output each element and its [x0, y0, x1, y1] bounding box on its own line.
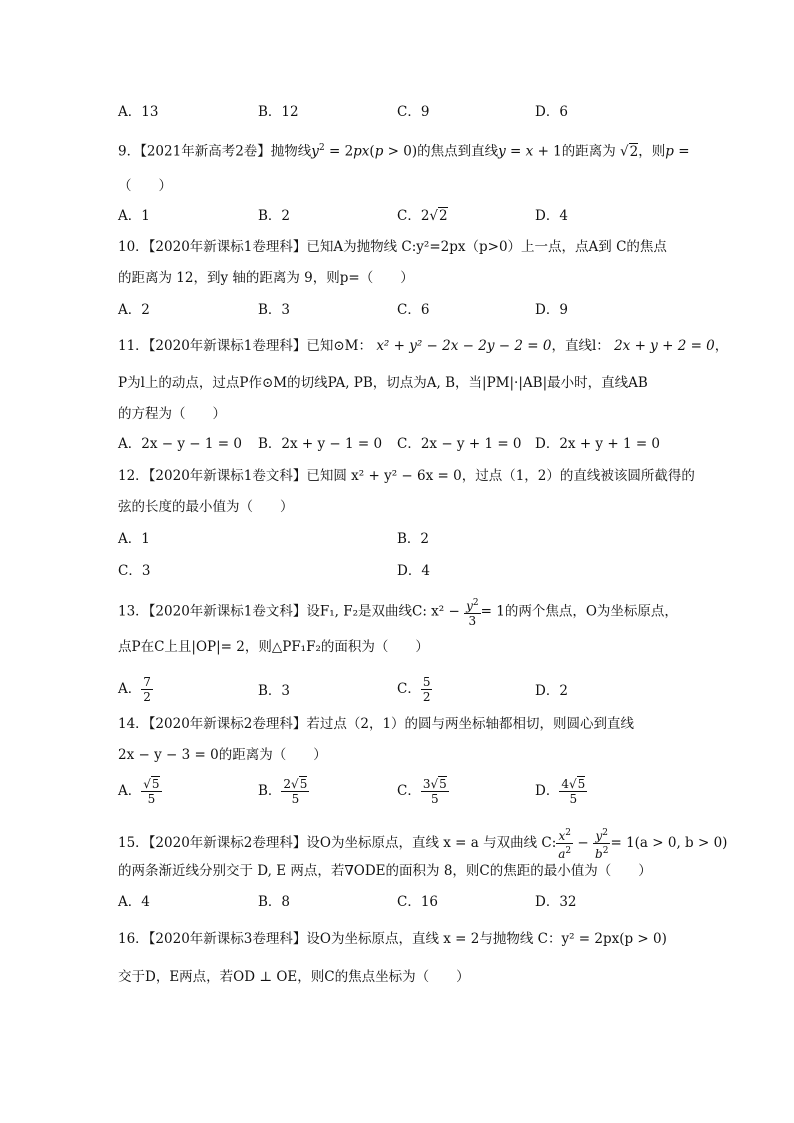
q13-option-a: A． $\frac{7}{2}$ [118, 675, 151, 704]
q16-stem-line1: 16．【2020年新课标3卷理科】设O为坐标原点，直线 x = 2与抛物线 C：y² = 2px(p > 0) [118, 931, 667, 947]
q11-stem-line3: 的方程为（ ） [118, 406, 226, 422]
q9-paren: （ ） [118, 178, 172, 194]
q10-option-d: D．9 [535, 302, 568, 318]
q13-option-c: C． $\frac{5}{2}$ [397, 675, 431, 704]
q9-option-a: A．1 [118, 208, 150, 224]
q9-option-c: C．2√2 [397, 208, 448, 224]
q9-option-b: B．2 [258, 208, 291, 224]
q12-option-b: B．2 [397, 531, 430, 547]
q10-stem-line2: 的距离为 12，到y 轴的距离为 9，则p=（ ） [118, 270, 414, 286]
q13-fraction: $\frac{y^2}{3}$ [466, 598, 479, 628]
q8-option-d: D．6 [535, 104, 568, 120]
q15-stem-line1: 15．【2020年新课标2卷理科】设O为坐标原点，直线 x = a 与双曲线 C: $\frac{x^2}{a^2}$ − $\frac{y^2}{b^2}$ = 1(a > 0, b > 0) [118, 828, 728, 861]
q14-option-b: B． $\frac{2√5}{5}$ [258, 777, 308, 806]
q13-stem-line2: 点P在C上且|OP|= 2，则△PF₁F₂的面积为（ ） [118, 639, 429, 655]
q8-option-a: A．13 [118, 104, 159, 120]
q15-option-b: B．8 [258, 894, 291, 910]
q13-option-b: B．3 [258, 683, 291, 699]
q13-stem-line1: 13．【2020年新课标1卷文科】设F₁, F₂是双曲线C: x² − $\frac{y^2}{3}$ = 1的两个焦点，O为坐标原点， [118, 598, 678, 628]
q11-option-a: A．2x − y − 1 = 0 [118, 436, 242, 452]
q8-option-c: C．9 [397, 104, 430, 120]
q14-stem-line1: 14．【2020年新课标2卷理科】若过点（2，1）的圆与两坐标轴都相切，则圆心到直线 [118, 716, 635, 732]
q12-option-c: C．3 [118, 563, 151, 579]
q8-option-b: B．12 [258, 104, 299, 120]
q16-stem-line2: 交于D，E两点，若OD ⊥ OE，则C的焦点坐标为（ ） [118, 969, 470, 985]
q11-option-b: B．2x + y − 1 = 0 [258, 436, 383, 452]
q10-option-b: B．3 [258, 302, 291, 318]
q10-option-c: C．6 [397, 302, 430, 318]
q12-stem-line1: 12．【2020年新课标1卷文科】已知圆 x² + y² − 6x = 0，过点（1，2）的直线被该圆所截得的 [118, 468, 695, 484]
q9-option-d: D．4 [535, 208, 568, 224]
q11-stem-line1: 11．【2020年新课标1卷理科】已知⊙M： x² + y² − 2x − 2y − 2 = 0，直线l： 2x + y + 2 = 0， [118, 338, 729, 354]
q12-option-a: A．1 [118, 531, 150, 547]
q11-stem-line2: P为l上的动点，过点P作⊙M的切线PA, PB，切点为A, B，当|PM|·|AB|最小时，直线AB [118, 375, 648, 391]
q15-option-c: C．16 [397, 894, 439, 910]
q9-stem: 9．【2021年新高考2卷】抛物线$y^2 = 2px(p > 0)$的焦点到直线y = x + 1的距离为 √2，则p = [118, 143, 690, 160]
q14-option-a: A． $\frac{√5}{5}$ [118, 777, 160, 806]
q14-stem-line2: 2x − y − 3 = 0的距离为（ ） [118, 747, 327, 763]
q14-option-c: C． $\frac{3√5}{5}$ [397, 777, 447, 806]
q11-option-c: C．2x − y + 1 = 0 [397, 436, 522, 452]
q11-option-d: D．2x + y + 1 = 0 [535, 436, 661, 452]
q12-option-d: D．4 [397, 563, 430, 579]
q15-option-a: A．4 [118, 894, 150, 910]
q15-stem-line2: 的两条渐近线分别交于 D, E 两点，若∇ODE的面积为 8，则C的焦距的最小值为（ ） [118, 863, 652, 879]
q13-option-d: D．2 [535, 683, 568, 699]
q12-stem-line2: 弦的长度的最小值为（ ） [118, 499, 294, 515]
q10-option-a: A．2 [118, 302, 150, 318]
q10-stem-line1: 10．【2020年新课标1卷理科】已知A为抛物线 C:y²=2px（p>0）上一点，点A到 C的焦点 [118, 239, 667, 255]
q15-option-d: D．32 [535, 894, 577, 910]
q14-option-d: D． $\frac{4√5}{5}$ [535, 777, 586, 806]
